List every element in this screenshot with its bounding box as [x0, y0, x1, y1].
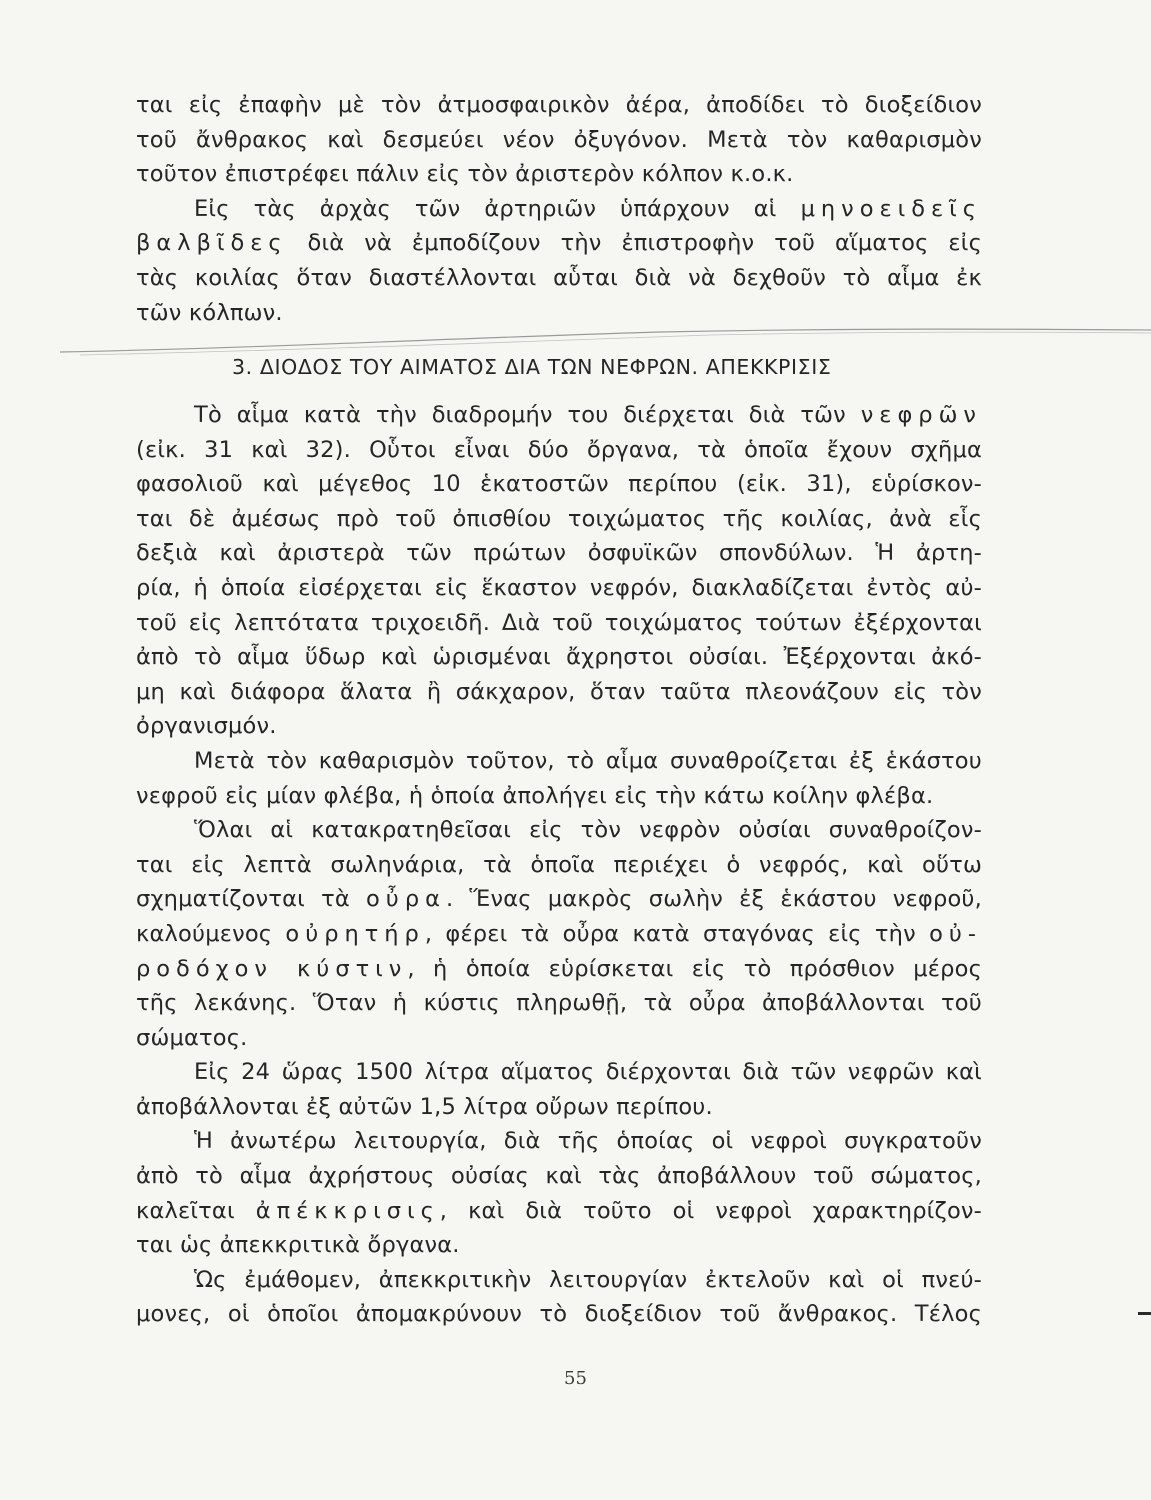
- volume-paragraph: [136, 1055, 982, 1124]
- text-line: ται εἰς λεπτὰ σωληνάρια, τὰ ὁποῖα περιέχει ὁ νεφρός, καὶ οὕτω: [136, 851, 982, 878]
- text-line: σώματος.: [136, 1024, 248, 1051]
- text-line: ρία, ἡ ὁποία εἰσέρχεται εἰς ἕκαστον νεφρόν, διακλαδίζεται ἐντὸς αὐ-: [136, 574, 982, 601]
- text-line: Μετὰ τὸν καθαρισμὸν τοῦτον, τὸ αἷμα συναθροίζεται ἐξ ἑκάστου: [194, 747, 982, 774]
- text-line: ἀπὸ τὸ αἷμα ὕδωρ καὶ ὡρισμέναι ἄχρηστοι οὐσίαι. Ἐξέρχονται ἀκό-: [136, 644, 982, 671]
- text-line: ται ὡς ἀπεκκριτικὰ ὄργανα.: [136, 1232, 460, 1259]
- text-line: Εἰς τὰς ἀρχὰς τῶν ἀρτηριῶν ὑπάρχουν αἱ μηνοειδεῖς: [194, 195, 982, 222]
- emphasized-term: ἀπέκκρισις: [255, 1197, 440, 1224]
- urine-paragraph: [136, 813, 982, 1055]
- text-line: τοῦ εἰς λεπτότατα τριχοειδῆ. Διὰ τοῦ τοιχώματος τούτων ἐξέρχονται: [136, 609, 982, 636]
- text-line: ται εἰς ἐπαφὴν μὲ τὸν ἀτμοσφαιρικὸν ἀέρα, ἀποδίδει τὸ διοξείδιον: [136, 92, 982, 118]
- emphasized-term: οὐ-: [929, 920, 982, 947]
- text-line: τὰς κοιλίας ὅταν διαστέλλονται αὗται διὰ νὰ δεχθοῦν τὸ αἷμα ἐκ: [136, 264, 982, 291]
- excretion-paragraph: [136, 1124, 982, 1262]
- text-line: Ὅλαι αἱ κατακρατηθεῖσαι εἰς τὸν νεφρὸν οὐσίαι συναθροίζον-: [194, 817, 982, 844]
- text-line: ροδόχον κύστιν, ἡ ὁποία εὑρίσκεται εἰς τὸ πρόσθιον μέρος: [136, 955, 982, 982]
- text-line: τοῦ ἄνθρακος καὶ δεσμεύει νέον ὀξυγόνον. Μετὰ τὸν καθαρισμὸν: [136, 126, 982, 153]
- text-line: τῆς λεκάνης. Ὅταν ἡ κύστις πληρωθῇ, τὰ οὖρα ἀποβάλλονται τοῦ: [136, 990, 982, 1017]
- main-text-block: [136, 398, 982, 1332]
- lungs-paragraph: [136, 1263, 982, 1332]
- text-line: σχηματίζονται τὰ οὖρα. Ἕνας μακρὸς σωλὴν ἐξ ἑκάστου νεφροῦ,: [136, 886, 982, 913]
- valves-paragraph: [136, 192, 982, 330]
- text-line: δεξιὰ καὶ ἀριστερὰ τῶν πρώτων ὀσφυϊκῶν σπονδύλων. Ἡ ἀρτη-: [136, 540, 982, 567]
- text-line: βαλβῖδες διὰ νὰ ἐμποδίζουν τὴν ἐπιστροφὴν τοῦ αἵματος εἰς: [136, 230, 982, 257]
- text-line: μη καὶ διάφορα ἅλατα ἢ σάκχαρον, ὅταν ταῦτα πλεονάζουν εἰς τὸν: [136, 678, 982, 705]
- section-heading: 3. ΔΙΟΔΟΣ ΤΟΥ ΑΙΜΑΤΟΣ ΔΙΑ ΤΩΝ ΝΕΦΡΩΝ. ΑΠΕΚΚΡΙΣΙΣ: [232, 355, 832, 379]
- text-line: τῶν κόλπων.: [136, 299, 283, 326]
- text-line: Ἡ ἀνωτέρω λειτουργία, διὰ τῆς ὁποίας οἱ νεφροὶ συγκρατοῦν: [194, 1128, 982, 1155]
- text-line: καλούμενος οὐρητήρ, φέρει τὰ οὖρα κατὰ σταγόνας εἰς τὴν οὐ-: [136, 920, 982, 947]
- text-line: καλεῖται ἀπέκκρισις, καὶ διὰ τοῦτο οἱ νεφροὶ χαρακτηρίζον-: [136, 1197, 982, 1224]
- purification-paragraph: [136, 744, 982, 813]
- kidneys-paragraph: [136, 398, 982, 744]
- emphasized-term: οὐρητήρ: [285, 920, 425, 947]
- text-line: φασολιοῦ καὶ μέγεθος 10 ἑκατοστῶν περίπου (εἰκ. 31), εὑρίσκον-: [136, 471, 982, 498]
- text-line: μονες, οἱ ὁποῖοι ἀπομακρύνουν τὸ διοξείδιον τοῦ ἄνθρακος. Τέλος: [136, 1301, 982, 1328]
- text-line: Εἰς 24 ὥρας 1500 λίτρα αἵματος διέρχονται διὰ τῶν νεφρῶν καὶ: [194, 1059, 982, 1086]
- emphasized-term: ροδόχον κύστιν: [136, 955, 408, 982]
- text-line: ἀποβάλλονται ἐξ αὐτῶν 1,5 λίτρα οὔρων περίπου.: [136, 1093, 713, 1120]
- text-line: ὀργανισμόν.: [136, 713, 277, 740]
- top-text-block: [136, 88, 982, 330]
- text-line: Τὸ αἷμα κατὰ τὴν διαδρομήν του διέρχεται διὰ τῶν νεφρῶν: [194, 402, 982, 428]
- emphasized-term: νεφρῶν: [860, 402, 982, 428]
- text-line: ἀπὸ τὸ αἷμα ἀχρήστους οὐσίας καὶ τὰς ἀποβάλλουν τοῦ σώματος,: [136, 1163, 982, 1190]
- scan-edge-mark: [1138, 1312, 1151, 1315]
- continuation-paragraph: [136, 88, 982, 192]
- emphasized-term: οὖρα: [366, 886, 446, 913]
- emphasized-term: βαλβῖδες: [136, 230, 288, 257]
- page-number: 55: [564, 1368, 587, 1389]
- text-line: ται δὲ ἀμέσως πρὸ τοῦ ὀπισθίου τοιχώματος τῆς κοιλίας, ἀνὰ εἷς: [136, 505, 982, 532]
- text-line: τοῦτον ἐπιστρέφει πάλιν εἰς τὸν ἀριστερὸν κόλπον κ.ο.κ.: [136, 161, 794, 188]
- text-line: νεφροῦ εἰς μίαν φλέβα, ἡ ὁποία ἀπολήγει εἰς τὴν κάτω κοίλην φλέβα.: [136, 782, 934, 809]
- text-line: Ὡς ἐμάθομεν, ἀπεκκριτικὴν λειτουργίαν ἐκτελοῦν καὶ οἱ πνεύ-: [194, 1266, 982, 1293]
- text-line: (εἰκ. 31 καὶ 32). Οὗτοι εἶναι δύο ὄργανα, τὰ ὁποῖα ἔχουν σχῆμα: [136, 436, 982, 463]
- emphasized-term: μηνοειδεῖς: [800, 195, 982, 222]
